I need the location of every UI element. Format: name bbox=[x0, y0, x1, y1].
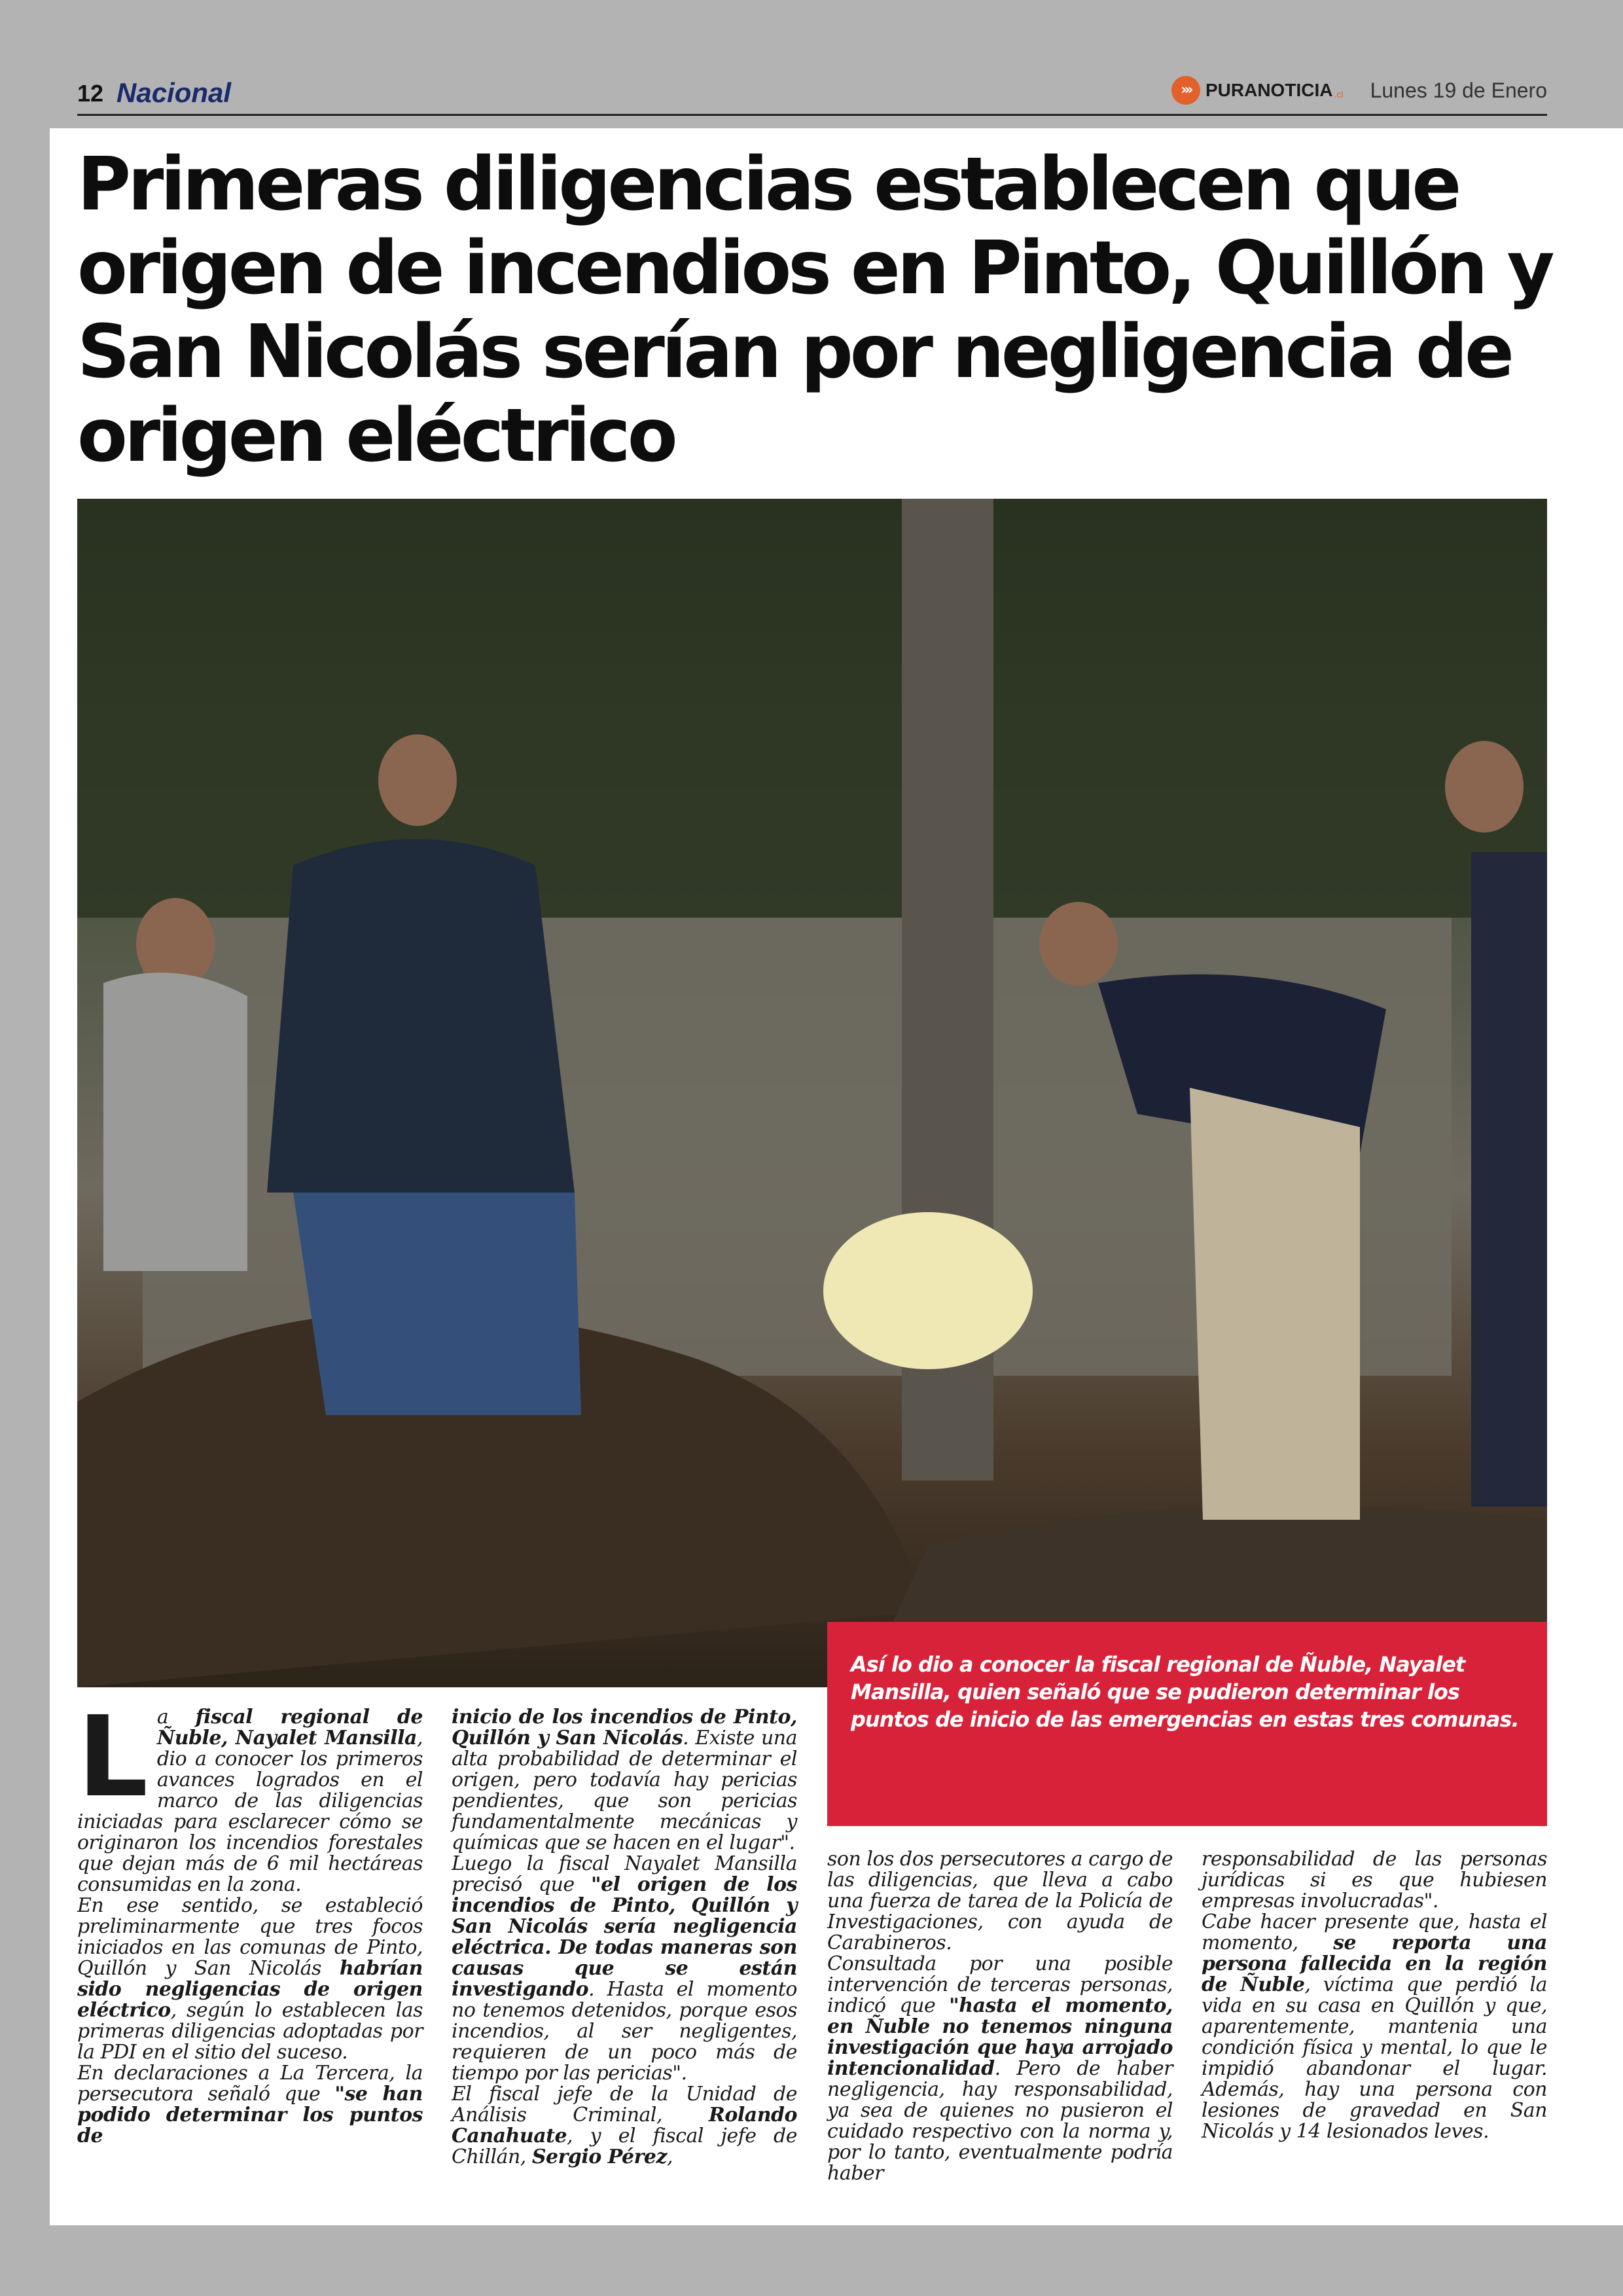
photo-illustration bbox=[77, 499, 1547, 1687]
text-run: . Existe una alta probabilidad de determinar el origen, pero todavía hay pericias pendientes, que son pericias fundamentalmente mecánicas y químicas que se hacen en el lugar". bbox=[452, 1727, 797, 1854]
text-run: , según lo establecen las primeras diligencias adoptadas por la PDI en el sitio del suceso. bbox=[77, 1999, 423, 2064]
page-header bbox=[77, 71, 1547, 117]
bold-run: se reporta una persona fallecida en la región de Ñuble bbox=[1202, 1931, 1547, 1996]
brand-suffix: .cl bbox=[1334, 89, 1344, 99]
bold-run: Sergio Pérez bbox=[531, 2145, 667, 2168]
photo-caption: Así lo dio a conocer la fiscal regional de Ñuble, Nayalet Mansilla, quien señaló que se pudieron determinar los puntos de inicio de las emergencias en estas tres comunas. bbox=[851, 1652, 1519, 1732]
text-run: El fiscal jefe de la Unidad de Análisis Criminal, bbox=[452, 2083, 797, 2126]
text-run: . Pero de haber negligencia, hay responsabilidad, ya sea de quienes no pusieron el cuidado respectivo con la norma y, por lo tanto, eventualmente podría haber bbox=[827, 2057, 1173, 2185]
bold-run: Rolando Canahuate bbox=[452, 2104, 797, 2147]
header-divider bbox=[77, 114, 1547, 116]
paragraph: responsabilidad de las personas jurídicas si es que hubiesen empresas involucradas". bbox=[1202, 1848, 1547, 1912]
text-run: , y el fiscal jefe de Chillán, bbox=[452, 2125, 797, 2168]
text-run: Luego la fiscal Nayalet Mansilla precisó que bbox=[452, 1852, 797, 1896]
paragraph bbox=[452, 1707, 797, 1854]
article-photo bbox=[77, 499, 1547, 1687]
article-column-3 bbox=[827, 1849, 1173, 2184]
bold-run: "hasta el momento, en Ñuble no tenemos ninguna investigación que haya arrojado intencionalidad bbox=[827, 1994, 1173, 2080]
text-run: . Hasta el momento no tenemos detenidos, porque esos incendios, al ser negligentes, requieren de un poco más de tiempo por las pericias". bbox=[452, 1978, 797, 2085]
photo-caption-box bbox=[827, 1622, 1547, 1826]
brand-logo bbox=[1171, 76, 1343, 105]
page-number: 12 bbox=[77, 80, 104, 107]
issue-date: Lunes 19 de Enero bbox=[1370, 79, 1547, 102]
article-column-2 bbox=[452, 1707, 797, 2168]
text-run: Consultada por una posible intervención de terceras personas, indicó que bbox=[827, 1952, 1173, 2017]
brand-name: PURANOTICIA bbox=[1205, 80, 1333, 100]
bold-run: "el origen de los incendios de Pinto, Quillón y San Nicolás sería negligencia eléctrica. De todas maneras son causas que se están investigando bbox=[452, 1873, 797, 2001]
bold-run: "se han podido determinar los puntos de bbox=[77, 2083, 423, 2147]
dropcap: L bbox=[77, 1693, 148, 1822]
paragraph bbox=[1202, 1912, 1547, 2142]
text-run: , bbox=[667, 2145, 673, 2168]
headline: Primeras diligencias establecen que origen de incendios en Pinto, Quillón y San Nicolás serían por negligencia de origen eléctrico bbox=[77, 142, 1552, 478]
bold-run: habrían sido negligencias de origen eléctrico bbox=[77, 1957, 423, 2022]
paragraph bbox=[827, 1954, 1173, 2184]
text-run: a bbox=[156, 1706, 196, 1729]
section-name: Nacional bbox=[116, 77, 232, 108]
text-run: , víctima que perdió la vida en su casa en Quillón y que, aparentemente, mantenia una condición física y mental, lo que le impidió abandonar el lugar. Además, hay una persona con lesiones de gravedad en San Nicolás y 14 lesionados leves. bbox=[1202, 1973, 1547, 2143]
triple-chevron-right-icon: ››› bbox=[1171, 76, 1200, 105]
text-run: , dio a conocer los primeros avances logrados en el marco de las diligencias iniciadas para esclarecer cómo se originaron los incendios forestales que dejan más de 6 mil hectáreas consumidas en la zona. bbox=[77, 1727, 423, 1896]
article-column-4 bbox=[1202, 1849, 1547, 2142]
bold-run: inicio de los incendios de Pinto, Quillón y San Nicolás bbox=[452, 1706, 797, 1749]
text-run: En declaraciones a La Tercera, la persecutora señaló que bbox=[77, 2062, 423, 2106]
paragraph: son los dos persecutores a cargo de las diligencias, que lleva a cabo una fuerza de tarea de la Policía de Investigaciones, con ayuda de Carabineros. bbox=[827, 1848, 1173, 1954]
article-column-1 bbox=[77, 1693, 423, 2147]
paragraph bbox=[452, 1854, 797, 2084]
text-run: Cabe hacer presente que, hasta el momento, bbox=[1202, 1910, 1547, 1954]
bold-run: fiscal regional de Ñuble, Nayalet Mansilla bbox=[156, 1706, 423, 1749]
paragraph bbox=[77, 2063, 423, 2147]
paragraph bbox=[77, 1895, 423, 2063]
text-run: En ese sentido, se estableció preliminarmente que tres focos iniciados en las comunas de Pinto, Quillón y San Nicolás bbox=[77, 1894, 423, 1980]
paragraph bbox=[452, 2084, 797, 2168]
